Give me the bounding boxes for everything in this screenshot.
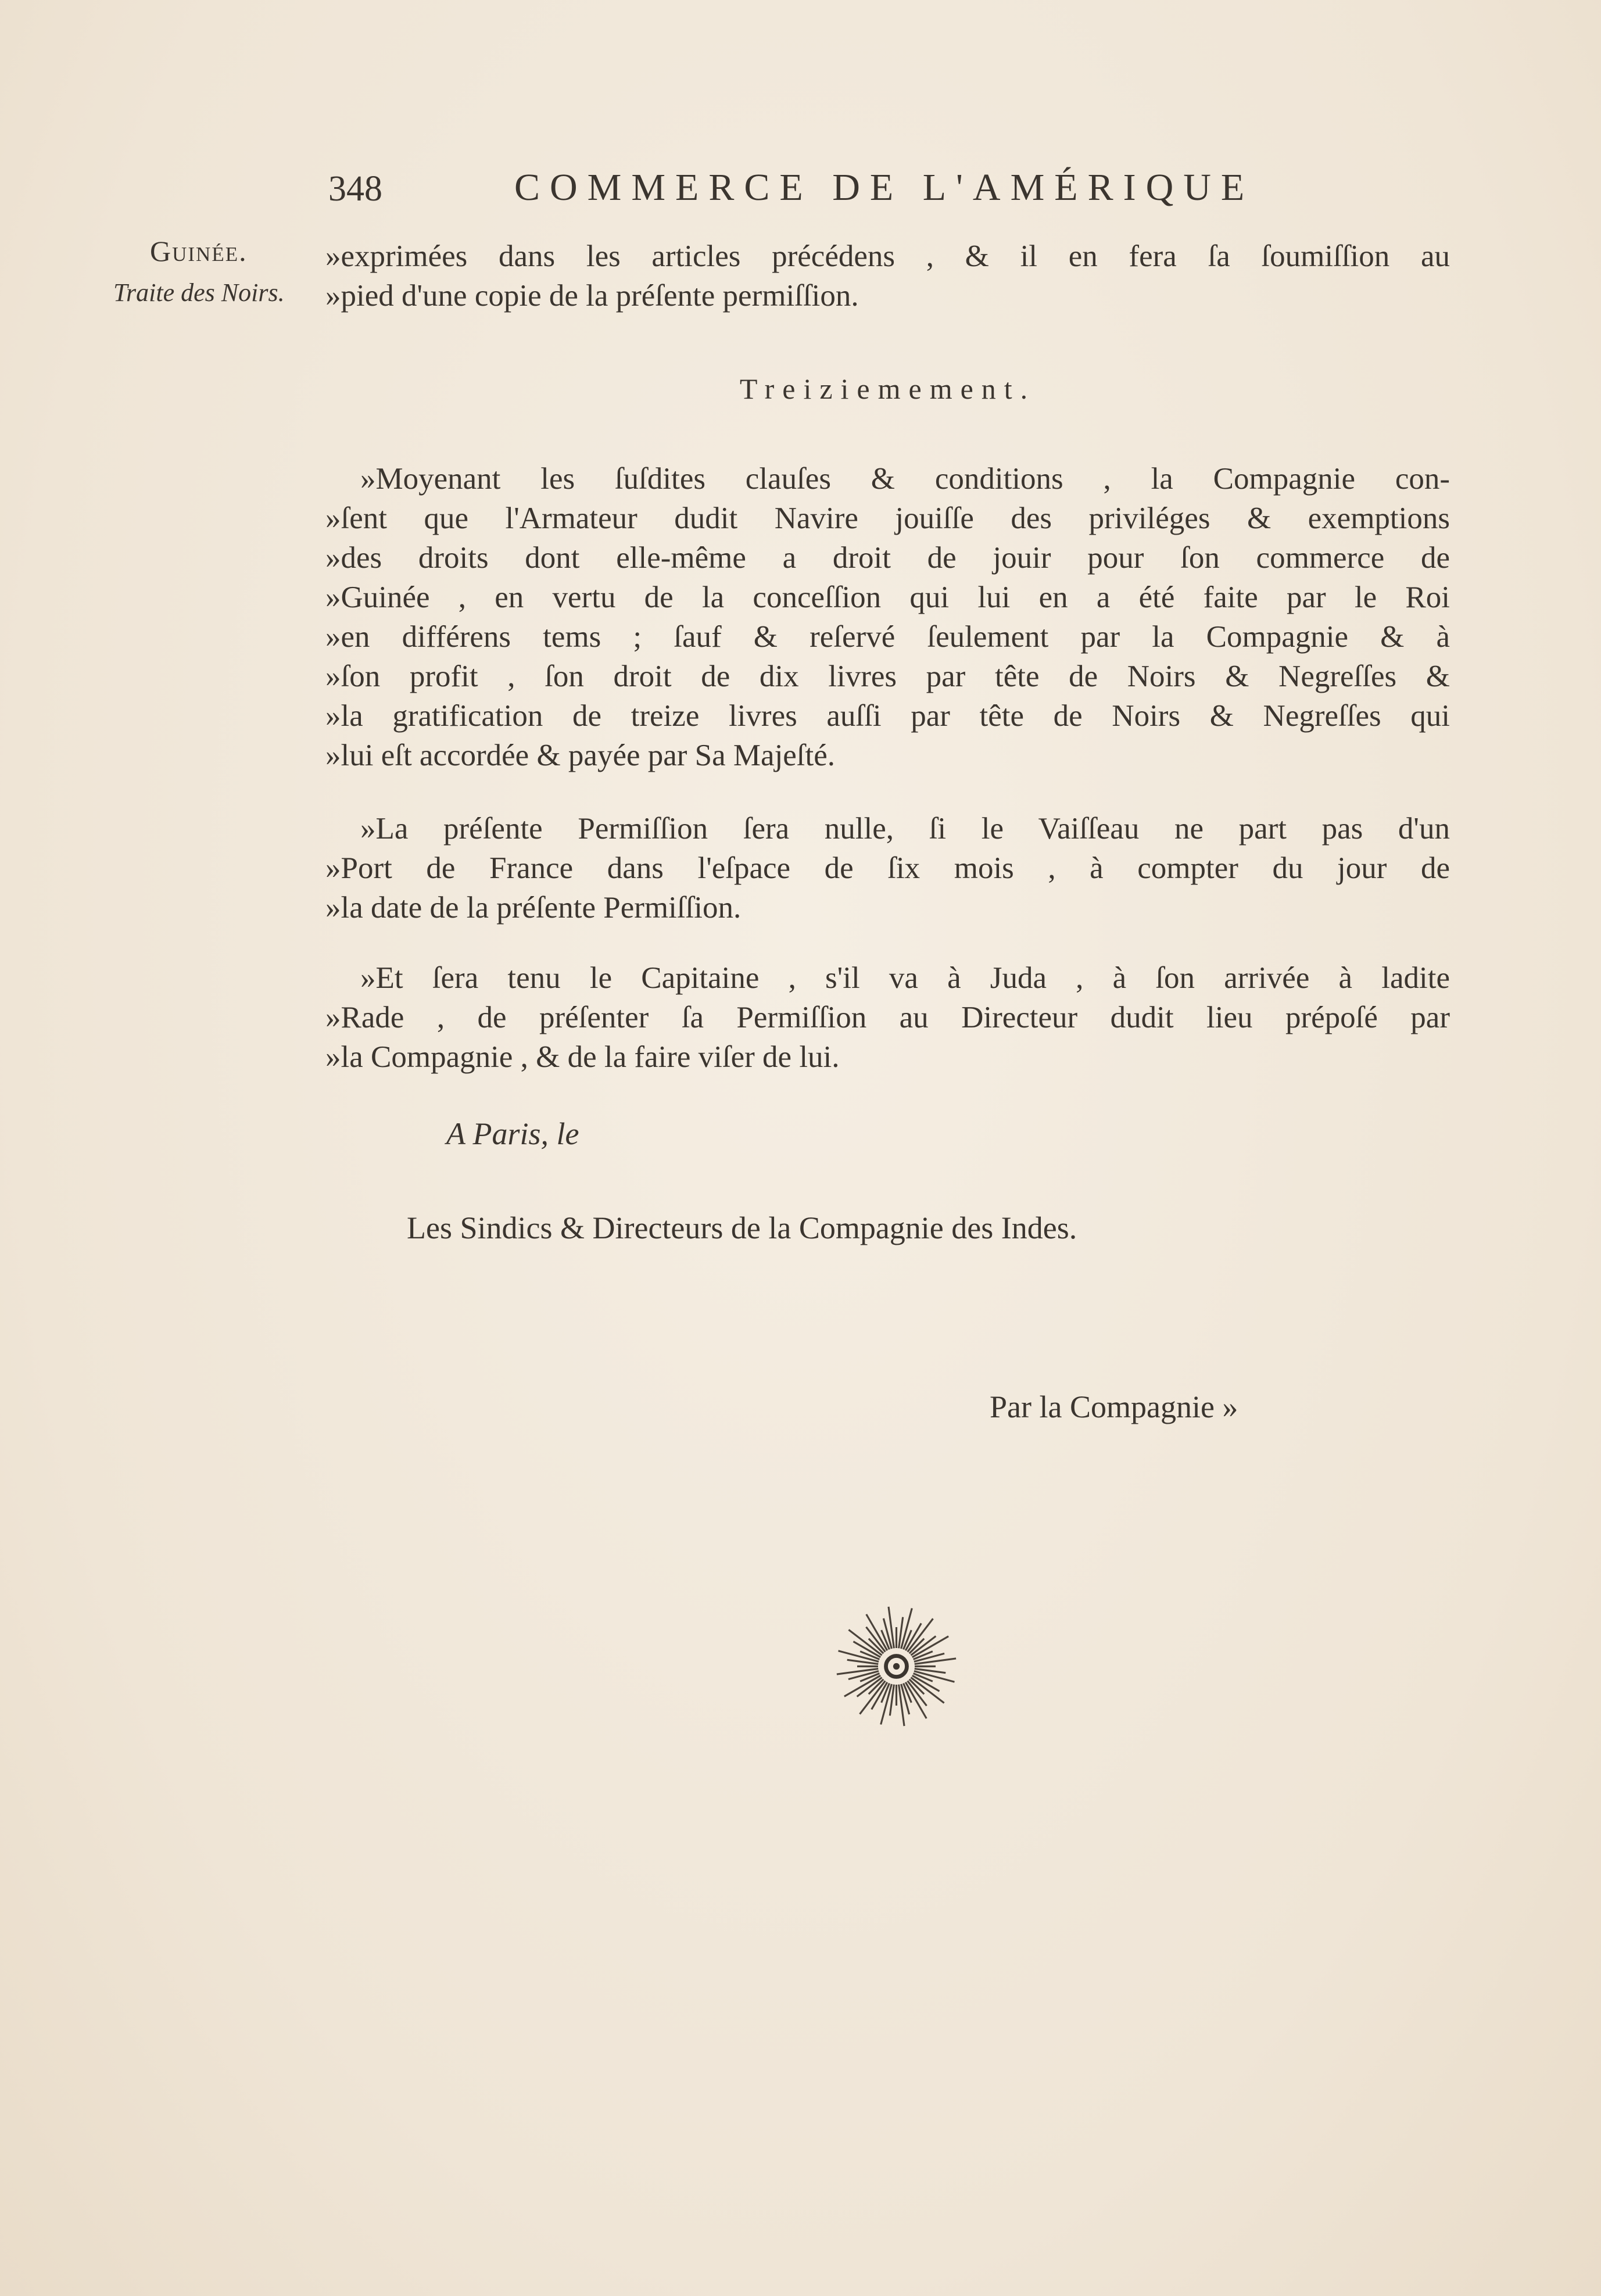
- text-line: »la date de la préſente Permiſſion.: [325, 891, 742, 925]
- margin-note-guinee: Guinée.: [150, 235, 248, 267]
- page-number: 348: [328, 169, 382, 209]
- by-company: Par la Compagnie »: [990, 1389, 1238, 1424]
- place-date: A Paris, le: [446, 1116, 579, 1151]
- text-line: »ſon profit , ſon droit de dix livres par tête de Noirs & Negreſſes &: [325, 660, 1450, 693]
- text-line: »pied d'une copie de la préſente permiſſion.: [325, 279, 859, 313]
- margin-note-traite: Traite des Noirs.: [113, 278, 285, 307]
- signatories: Les Sindics & Directeurs de la Compagnie des Indes.: [407, 1210, 1077, 1245]
- section-heading: Treiziemement.: [739, 372, 1036, 405]
- text-line: »lui eſt accordée & payée par Sa Majeſté.: [325, 739, 836, 772]
- text-line: »La préſente Permiſſion ſera nulle, ſi le Vaiſſeau ne part pas d'un: [360, 812, 1450, 846]
- sunburst-ornament-icon: [831, 1601, 962, 1732]
- text-line: »Guinée , en vertu de la conceſſion qui lui en a été faite par le Roi: [325, 581, 1450, 614]
- opening-lines: [325, 237, 1450, 316]
- text-line: »en différens tems ; ſauf & reſervé ſeulement par la Compagnie & à: [325, 620, 1450, 654]
- paragraph-1: [325, 459, 1450, 775]
- text-line: »la Compagnie , & de la faire viſer de lui.: [325, 1040, 840, 1074]
- text-line: »des droits dont elle-même a droit de jouir pour ſon commerce de: [325, 541, 1450, 575]
- text-line: »Et ſera tenu le Capitaine , s'il va à Juda , à ſon arrivée à ladite: [360, 961, 1450, 995]
- text-line: »Port de France dans l'eſpace de ſix mois , à compter du jour de: [325, 851, 1450, 885]
- running-title: COMMERCE DE L'AMÉRIQUE: [514, 166, 1255, 209]
- text-line: »ſent que l'Armateur dudit Navire jouiſſe des priviléges & exemptions: [325, 502, 1450, 535]
- text-line: »la gratification de treize livres auſſi par tête de Noirs & Negreſſes qui: [325, 699, 1450, 733]
- text-line: »Rade , de préſenter ſa Permiſſion au Directeur dudit lieu prépoſé par: [325, 1001, 1450, 1034]
- text-line: »exprimées dans les articles précédens , & il en fera ſa ſoumiſſion au: [325, 239, 1450, 273]
- paragraph-3: [325, 958, 1450, 1077]
- paragraph-2: [325, 809, 1450, 927]
- text-line: »Moyenant les ſuſdites clauſes & conditions , la Compagnie con-: [360, 462, 1450, 496]
